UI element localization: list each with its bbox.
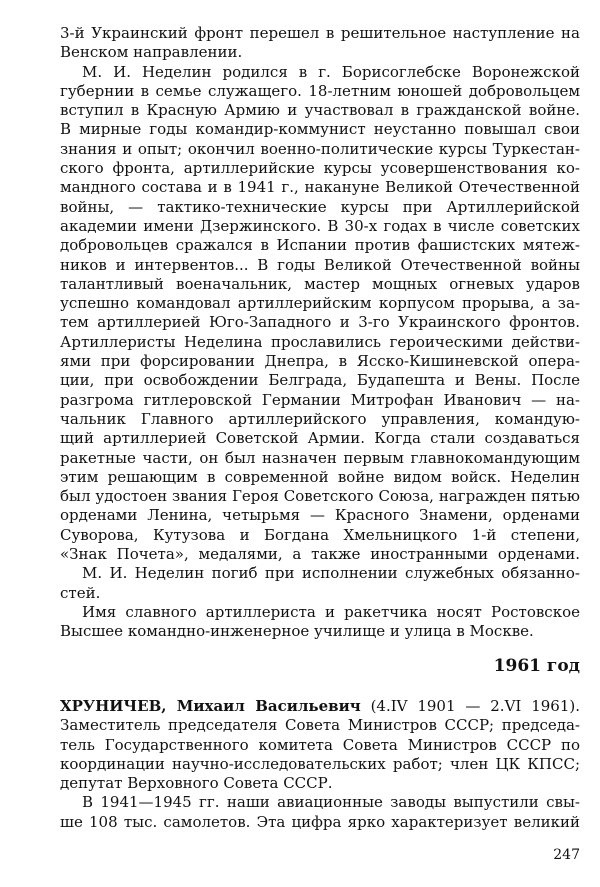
text-line: вступил в Красную Армию и участвовал в гражданской войне. xyxy=(60,101,580,120)
text-line: Суворова, Кутузова и Богдана Хмельницкого 1-й степени, xyxy=(60,525,580,544)
text-line: В мирные годы командир-коммунист неустанно повышал свои xyxy=(60,120,580,139)
text-line: Артиллеристы Неделина прославились героическими действи- xyxy=(60,332,580,351)
text-line: академии имени Дзержинского. В 30-х годах в числе советских xyxy=(60,216,580,235)
text-line: 3-й Украинский фронт перешел в решительное наступление на xyxy=(60,24,580,42)
entry-heading-line xyxy=(60,697,580,716)
nedelin-text xyxy=(60,24,580,642)
text-line: В 1941—1945 гг. наши авиационные заводы выпустили свы- xyxy=(82,793,580,812)
text-line: ников и интервентов... В годы Великой Отечественной войны xyxy=(60,255,580,274)
text-line: «Знак Почета», медалями, а также иностранными орденами. xyxy=(60,545,580,564)
text-line: стей. xyxy=(60,583,101,602)
text-line: М. И. Неделин родился в г. Борисоглебске Воронежской xyxy=(82,62,580,81)
text-line: тем артиллерией Юго-Западного и 3-го Украинского фронтов. xyxy=(60,313,580,332)
text-line: ше 108 тыс. самолетов. Эта цифра ярко характеризует великий xyxy=(60,812,580,831)
text-line: Имя славного артиллериста и ракетчика носят Ростовское xyxy=(82,602,580,621)
text-line: успешно командовал артиллерийским корпусом прорыва, а за- xyxy=(60,294,580,313)
text-line: депутат Верховного Совета СССР. xyxy=(60,774,333,793)
year-heading: 1961 год xyxy=(493,656,580,676)
text-line: чальник Главного артиллерийского управления, командую- xyxy=(60,409,580,428)
text-line: ского фронта, артиллерийские курсы усовершенствования ко- xyxy=(60,159,580,178)
text-line: мандного состава и в 1941 г., накануне Великой Отечественной xyxy=(60,178,580,197)
text-line: тель Государственного комитета Совета Министров СССР по xyxy=(60,735,580,754)
text-line: орденами Ленина, четырьмя — Красного Знамени, орденами xyxy=(60,506,580,525)
khrunichev-entry xyxy=(60,697,580,832)
text-line: знания и опыт; окончил военно-политические курсы Туркестан- xyxy=(60,139,580,158)
text-line: талантливый военачальник, мастер мощных огневых ударов xyxy=(60,274,580,293)
text-line: Венском направлении. xyxy=(60,43,243,62)
entry-dates: (4.IV 1901 — 2.VI 1961). xyxy=(370,697,580,715)
text-line: щий артиллерией Советской Армии. Когда стали создаваться xyxy=(60,429,580,448)
text-line: координации научно-исследовательских работ; член ЦК КПСС; xyxy=(60,754,580,773)
text-line: войны, — тактико-технические курсы при Артиллерийской xyxy=(60,197,580,216)
text-line: М. И. Неделин погиб при исполнении служебных обязанно- xyxy=(82,564,580,583)
text-line: ции, при освобождении Белграда, Будапешта и Вены. После xyxy=(60,371,580,390)
text-line: этим решающим в современной войне видом войск. Неделин xyxy=(60,467,580,486)
page-number: 247 xyxy=(553,847,580,863)
text-line: был удостоен звания Героя Советского Союза, награжден пятью xyxy=(60,487,580,506)
text-line: добровольцев сражался в Испании против фашистских мятеж- xyxy=(60,236,580,255)
text-line: Заместитель председателя Совета Министров СССР; председа- xyxy=(60,716,580,735)
text-line: ями при форсировании Днепра, в Ясско-Кишиневской опера- xyxy=(60,352,580,371)
text-line: разгрома гитлеровской Германии Митрофан Иванович — на- xyxy=(60,390,580,409)
text-line: Высшее командно-инженерное училище и улица в Москве. xyxy=(60,622,534,641)
text-line: ракетные части, он был назначен первым главнокомандующим xyxy=(60,448,580,467)
entry-name: ХРУНИЧЕВ, Михаил Васильевич xyxy=(60,697,361,715)
text-line: губернии в семье служащего. 18-летним юношей добровольцем xyxy=(60,81,580,100)
